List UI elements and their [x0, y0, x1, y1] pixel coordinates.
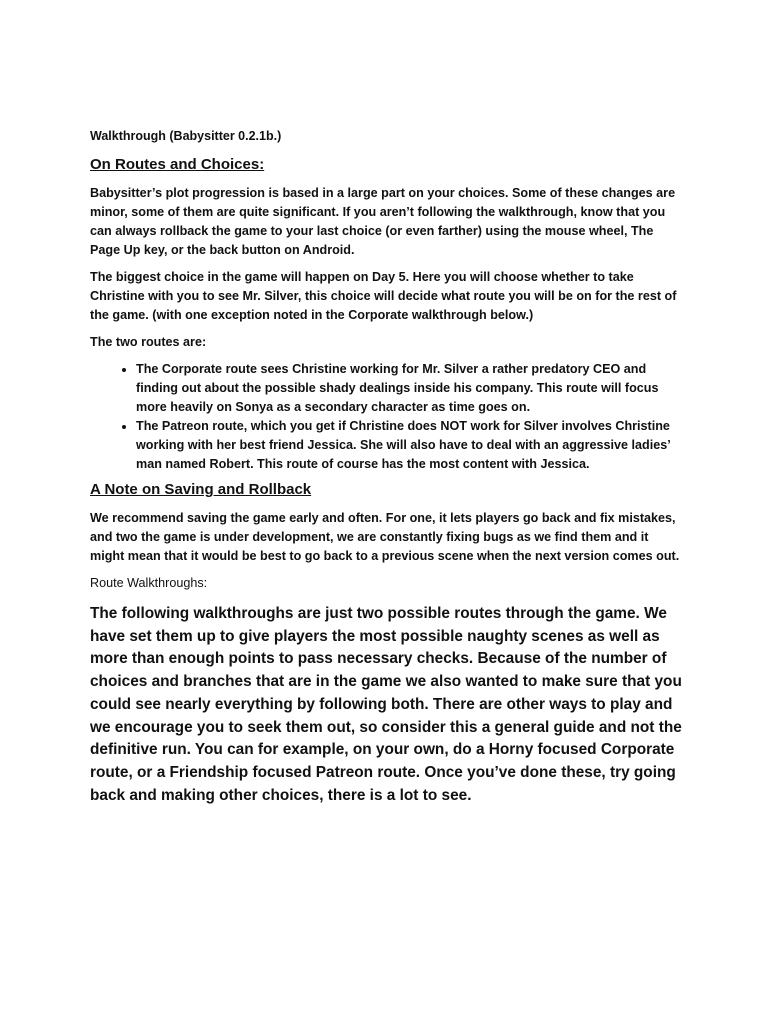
paragraph-walkthrough-intro: The following walkthroughs are just two possible routes through the game. We have set them up to give players the most possible naughty scenes as well as more than enough points to pass necessary checks. Because of the number of choices and branches that are in the game we also wanted to make sure that you could see nearly everything by following both. There are other ways to play and we encourage you to seek them out, so consider this a general guide and not the definitive run. You can for example, on your own, do a Horny focused Corporate route, or a Friendship focused Patreon route. Once you’ve done these, try going back and making other choices, there is a lot to see.: [90, 605, 682, 804]
section-heading-saving: A Note on Saving and Rollback: [90, 481, 312, 498]
section-heading-routes: On Routes and Choices:: [90, 156, 265, 173]
list-item-corporate-route: • The Corporate route sees Christine working for Mr. Silver a rather predatory CEO and finding out about the possible shady dealings inside his company. This route will focus more heavily on Sonya as a secondary character as time goes on.: [136, 360, 684, 417]
paragraph-routes-intro: The two routes are:: [90, 335, 207, 349]
paragraph-saving: We recommend saving the game early and often. For one, it lets players go back and fix mistakes, and two the game is under development, we are constantly fixing bugs as we find them and it might mean that it would be best to go back to a previous scene when the next version comes out.: [90, 511, 680, 563]
paragraph-biggest-choice: The biggest choice in the game will happen on Day 5. Here you will choose whether to take Christine with you to see Mr. Silver, this choice will decide what route you will be on for the rest of the game. (with one exception noted in the Corporate walkthrough below.): [90, 270, 677, 322]
document-title: Walkthrough (Babysitter 0.2.1b.): [90, 129, 282, 143]
paragraph-plot-progression: Babysitter’s plot progression is based in a large part on your choices. Some of these changes are minor, some of them are quite significant. If you aren’t following the walkthrough, know that you can always rollback the game to your last choice (or even farther) using the mouse wheel, The Page Up key, or the back button on Android.: [90, 186, 676, 257]
list-item-patreon-route: • The Patreon route, which you get if Christine does NOT work for Silver involves Christine working with her best friend Jessica. She will also have to deal with an aggressive ladies’ man named Robert. This route of course has the most content with Jessica.: [136, 417, 684, 474]
routes-list: [90, 360, 684, 474]
subheading-route-walkthroughs: Route Walkthroughs:: [90, 576, 208, 590]
